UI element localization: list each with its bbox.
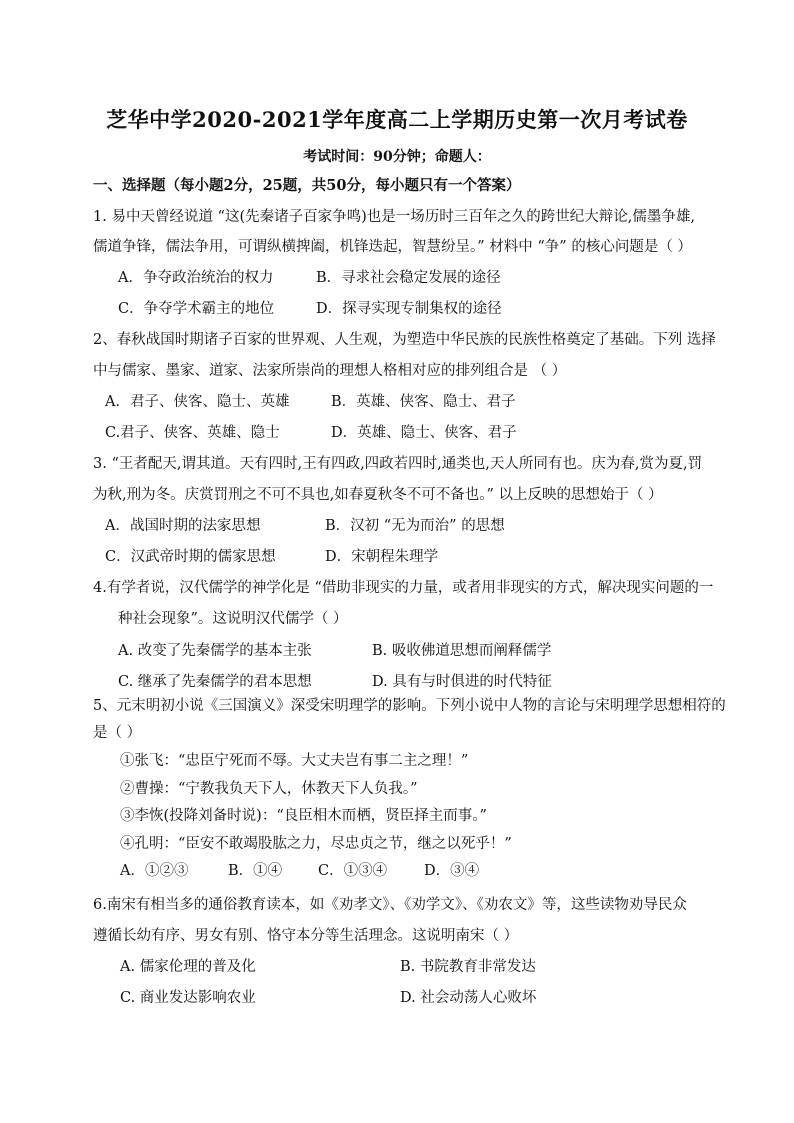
question-1-option-b: B．寻求社会稳定发展的途径 [316,270,501,286]
question-2-stem-line-2: 中与儒家、墨家、道家、法家所崇尚的理想人格相对应的排列组合是 （ ） [93,363,567,379]
question-1-stem-line-1: 1. 易中天曾经说道 “这(先秦诸子百家争鸣)也是一场历时三百年之久的跨世纪大辩论,儒墨争雄, [93,209,695,225]
question-5-option-d: D．③④ [424,863,480,879]
question-5-stem-line-2: 是（ ） [93,725,142,741]
section-heading: 一、选择题（每小题2分，25题，共50分，每小题只有一个答案） [93,177,521,194]
question-3-stem-line-1: 3. “王者配天,谓其道。天有四时,王有四政,四政若四时,通类也,天人所同有也。庆为春,赏为夏,罚 [93,456,703,472]
question-3-option-d: D．宋朝程朱理学 [325,549,439,565]
question-5-stem-line-1: 5、元末明初小说《三国演义》深受宋明理学的影响。下列小说中人物的言论与宋明理学思想相符的 [93,698,726,714]
question-6-option-c: C. 商业发达影响农业 [120,990,256,1006]
question-5-item-4: ④孔明：“臣安不敢竭股肱之力，尽忠贞之节，继之以死乎！” [120,836,512,852]
exam-title: 芝华中学2020-2021学年度高二上学期历史第一次月考试卷 [106,107,688,132]
question-6-stem-line-2: 遵循长幼有序、男女有别、恪守本分等生活理念。这说明南宋（ ） [93,928,519,944]
question-3-option-b: B．汉初 “无为而治” 的思想 [325,518,505,534]
question-3-option-c: C．汉武帝时期的儒家思想 [105,549,276,565]
question-6-stem-line-1: 6.南宋有相当多的通俗教育读本，如《劝孝文》、《劝学文》、《劝农文》等，这些读物劝导民众 [93,897,687,913]
question-4-option-d: D. 具有与时俱进的时代特征 [372,674,552,690]
question-2-option-c: C.君子、侠客、英雄、隐士 [105,425,280,441]
question-4-stem-line-2: 种社会现象”。这说明汉代儒学（ ） [118,611,348,627]
question-2-option-d: D．英雄、隐士、侠客、君子 [331,425,517,441]
question-4-stem-line-1: 4.有学者说，汉代儒学的神学化是 “借助非现实的力量，或者用非现实的方式，解决现实问题的一 [93,580,714,596]
question-4-option-b: B. 吸收佛道思想而阐释儒学 [372,643,552,659]
question-3-stem-line-2: 为秋,刑为冬。庆赏罚刑之不可不具也,如春夏秋冬不可不备也。” 以上反映的思想始于（ ） [93,487,663,503]
exam-subtitle: 考试时间：90分钟；命题人： [303,149,491,165]
question-2-option-a: A．君子、侠客、隐士、英雄 [105,394,290,410]
question-1-stem-line-2: 儒道争锋，儒法争用，可谓纵横捭阖，机锋迭起，智慧纷呈。” 材料中 “争” 的核心问题是（ ） [93,239,692,255]
question-1-option-c: C．争夺学术霸主的地位 [118,301,275,317]
question-1-option-d: D．探寻实现专制集权的途径 [316,301,502,317]
question-5-item-3: ③李恢(投降刘备时说)：“良臣相木而栖，贤臣择主而事。” [120,808,487,824]
question-5-option-a: A．①②③ [120,863,189,879]
question-6-option-b: B. 书院教育非常发达 [400,959,536,975]
question-2-option-b: B．英雄、侠客、隐士、君子 [331,394,516,410]
question-1-option-a: A．争夺政治统治的权力 [118,270,274,286]
question-6-option-a: A. 儒家伦理的普及化 [120,959,256,975]
question-2-stem-line-1: 2、春秋战国时期诸子百家的世界观、人生观，为塑造中华民族的民族性格奠定了基础。下列 选择 [93,332,716,348]
question-5-item-1: ①张飞：“忠臣宁死而不辱。大丈夫岂有事二主之理！” [120,753,469,769]
question-5-item-2: ②曹操：“宁教我负天下人，休教天下人负我。” [120,781,418,797]
question-4-option-a: A. 改变了先秦儒学的基本主张 [118,643,312,659]
question-3-option-a: A．战国时期的法家思想 [105,518,261,534]
question-6-option-d: D. 社会动荡人心败坏 [400,990,537,1006]
question-5-option-b: B．①④ [228,863,283,879]
question-5-option-c: C．①③④ [318,863,388,879]
question-4-option-c: C. 继承了先秦儒学的君本思想 [118,674,312,690]
